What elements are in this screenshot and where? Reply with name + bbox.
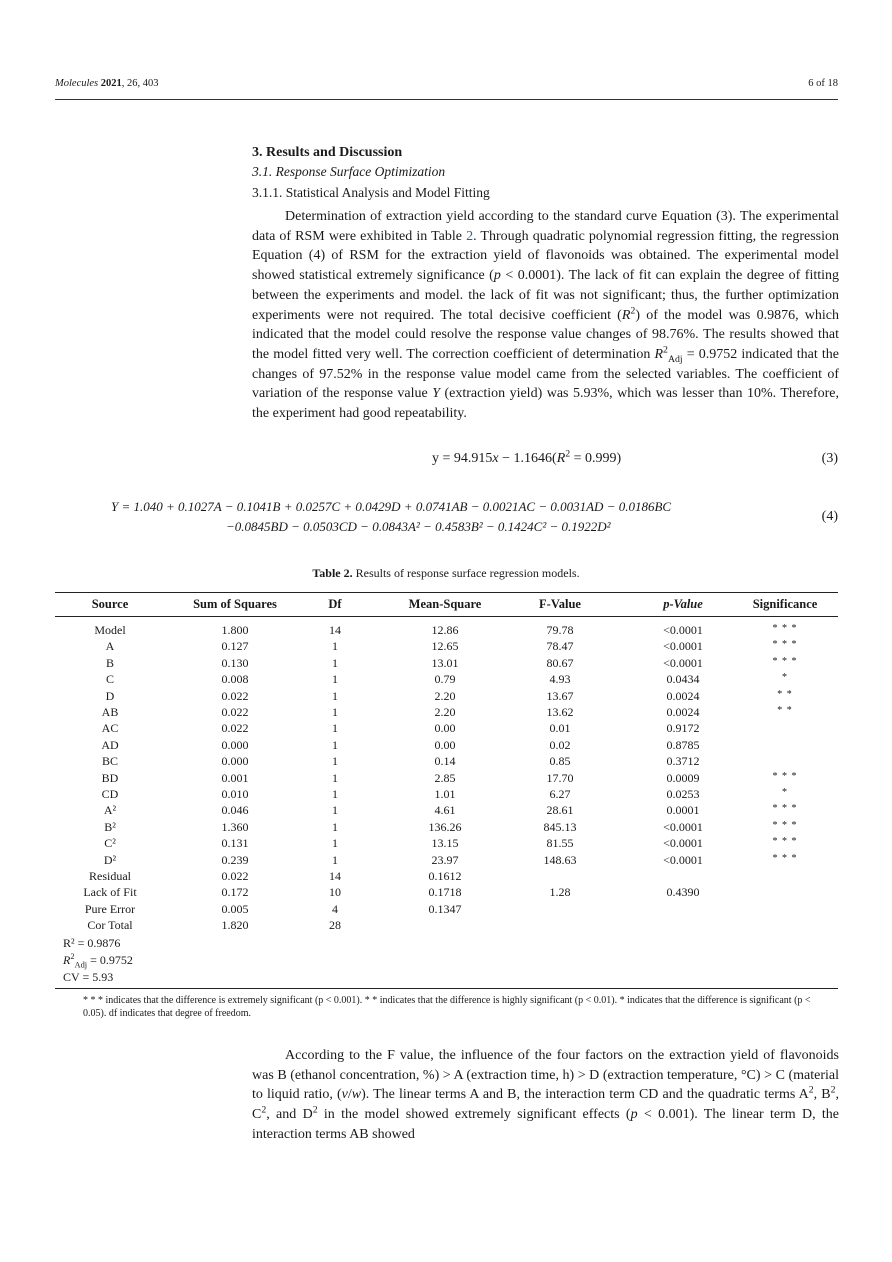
equation-4-line-2: −0.0845BD − 0.0503CD − 0.0843A² − 0.4583B² − 0.1424C² − 0.1922D² xyxy=(226,519,611,534)
table-cell: 0.85 xyxy=(549,754,571,769)
table-cell: AC xyxy=(101,721,119,736)
table-cell: 6.27 xyxy=(549,787,571,801)
body-paragraph-2 xyxy=(252,1046,839,1145)
table-cell: 0.010 xyxy=(221,787,249,801)
table-cell: 0.14 xyxy=(434,754,456,769)
table-cell: 0.022 xyxy=(221,869,249,883)
table-cell: * * * xyxy=(772,770,798,782)
table-cell: 2.20 xyxy=(434,688,456,703)
table-cell: 1.28 xyxy=(549,885,571,900)
journal-name: Molecules xyxy=(55,78,99,89)
table-row xyxy=(55,623,838,638)
table-row xyxy=(55,771,838,786)
table-cell: * * * xyxy=(772,655,798,667)
table-cell: 0.1718 xyxy=(428,885,462,900)
eq3-part-c: = 0.999) xyxy=(570,451,622,466)
table-cell: 0.0009 xyxy=(666,770,700,785)
equation-4-line-1: Y = 1.040 + 0.1027A − 0.1041B + 0.0257C + 0.0429D + 0.0741AB − 0.0021AC − 0.0031AD − 0.0186BC xyxy=(111,499,672,514)
table-cell: 1 xyxy=(332,852,338,867)
table-cell: Cor Total xyxy=(87,918,133,933)
table-row xyxy=(55,869,838,884)
table-cell: AD xyxy=(101,737,119,752)
eq3-x: x xyxy=(492,451,499,466)
para2-text-g: < 0.001). The linear term D, the interaction terms AB showed xyxy=(252,1107,839,1142)
para1-y-symbol: Y xyxy=(432,386,440,402)
r2adj-r: R xyxy=(63,953,71,967)
table-cell: 13.67 xyxy=(546,688,574,703)
para1-text-b: . Through quadratic polynomial regression fitting, the regression Equation (4) of RSM for the extraction yield of flavonoids was obtained. The experimental model showed statistical extremely significance ( xyxy=(252,228,839,284)
table-cell: 12.65 xyxy=(431,639,459,654)
table-cell: 14 xyxy=(329,623,341,637)
eq3-exponent: 2 xyxy=(565,448,571,460)
table-cell: 28 xyxy=(329,918,341,933)
table-cell: 80.67 xyxy=(546,655,574,670)
table-cell: 0.000 xyxy=(221,754,249,769)
table-cell: * * * xyxy=(772,639,798,651)
table-cell: * xyxy=(782,787,788,798)
table-cell: 1 xyxy=(332,688,338,703)
table-cell: 1 xyxy=(332,639,338,654)
table-row xyxy=(55,853,838,868)
table-row xyxy=(55,705,838,720)
para1-p-symbol: p xyxy=(493,268,501,284)
para1-text-a: Determination of extraction yield according to the standard curve Equation (3). The experimental data of RSM were exhibited in Table xyxy=(252,209,839,244)
table-cell: 0.005 xyxy=(221,901,249,916)
table-cell: 1.360 xyxy=(221,819,249,834)
equation-3 xyxy=(432,448,622,467)
journal-volume-pages: , 26, 403 xyxy=(121,78,159,89)
body-paragraph-1 xyxy=(252,207,839,424)
table-cell: 0.00 xyxy=(434,721,456,736)
table-cell: 1 xyxy=(332,803,338,818)
table-cell: 0.0024 xyxy=(666,705,700,719)
table-cell: * * * xyxy=(772,803,798,815)
table-row xyxy=(55,787,838,802)
table-cell: 14 xyxy=(329,869,341,883)
table-cell: 0.0001 xyxy=(666,803,700,818)
table-cell: 28.61 xyxy=(546,803,574,818)
table-cell: 1 xyxy=(332,721,338,736)
table-cell: BD xyxy=(101,770,119,785)
table-row xyxy=(55,885,838,900)
table-cell: * * * xyxy=(772,623,798,634)
table-cell: <0.0001 xyxy=(663,623,703,637)
table-row xyxy=(55,836,838,851)
table-cell: * * * xyxy=(772,836,798,848)
r2adj-value: = 0.9752 xyxy=(87,953,133,967)
table-cell: 0.022 xyxy=(221,705,249,719)
table-caption-text: Results of response surface regression models. xyxy=(352,566,580,580)
table-cell: 0.000 xyxy=(221,737,249,752)
table-cell: 1 xyxy=(332,819,338,834)
table-cell: 845.13 xyxy=(543,819,577,834)
table-row xyxy=(55,820,838,835)
table-cell: C xyxy=(105,672,114,687)
section-title: 3. Results and Discussion xyxy=(252,145,403,160)
table-row xyxy=(55,738,838,753)
table-cell: 0.131 xyxy=(221,836,249,851)
para2-sup-2: 2 xyxy=(830,1084,836,1096)
running-header-citation xyxy=(55,78,159,89)
para1-r-exponent: 2 xyxy=(630,304,636,316)
header-sum-of-squares: Sum of Squares xyxy=(193,597,277,611)
table-cell: 0.1347 xyxy=(428,901,462,916)
table-cell: 1 xyxy=(332,787,338,801)
table-caption-label: Table 2. xyxy=(312,566,353,580)
r2adj-exponent: 2 xyxy=(70,952,75,961)
table-cell: 81.55 xyxy=(546,836,574,851)
table-cell: * xyxy=(782,672,788,684)
table-cell: * * xyxy=(777,705,793,716)
header-p-value: p-Value xyxy=(663,597,703,611)
table-row xyxy=(55,672,838,687)
para2-text-d: , C xyxy=(252,1087,839,1123)
table-cell: 0.001 xyxy=(221,770,249,785)
table-cell: 12.86 xyxy=(431,623,459,637)
table-cell: 0.0434 xyxy=(666,672,700,687)
eq3-part-b: − 1.1646( xyxy=(498,451,557,466)
para1-text-c: < 0.0001). The lack of fit can explain the degree of fitting between the experiments and model. the lack of fit was not significant; thus, the further optimization experiments were not required. The total decisive coefficient ( xyxy=(252,268,840,323)
r2adj-subscript: Adj xyxy=(74,960,88,970)
table-cell: 0.046 xyxy=(221,803,249,818)
table-cell: 0.4390 xyxy=(666,885,700,900)
table-row xyxy=(55,902,838,917)
subsubsection-title: 3.1.1. Statistical Analysis and Model Fitting xyxy=(252,185,490,200)
table-cell: * * * xyxy=(772,819,798,831)
header-df: Df xyxy=(328,597,342,611)
para2-text-c: , B xyxy=(813,1087,831,1103)
table-cell: * * * xyxy=(772,852,798,864)
table-row xyxy=(55,754,838,769)
table-caption xyxy=(0,566,892,581)
para2-sup-1: 2 xyxy=(808,1084,814,1096)
table-row xyxy=(55,656,838,671)
table-cell: 0.008 xyxy=(221,672,249,687)
table-cell: Pure Error xyxy=(84,901,136,916)
r2-stat: R² = 0.9876 xyxy=(63,936,121,950)
table-cell: <0.0001 xyxy=(663,836,703,851)
para1-text-f: (extraction yield) was 5.93%, which was lesser than 10%. Therefore, the experiment had good repeatability. xyxy=(252,386,840,422)
para2-slash: / xyxy=(347,1087,352,1103)
table-cell: 17.70 xyxy=(546,770,574,785)
table-reference-link[interactable]: 2 xyxy=(466,228,474,244)
table-cell: CD xyxy=(101,787,119,801)
table-cell: 0.1612 xyxy=(428,869,462,883)
table-cell: 2.20 xyxy=(434,705,456,719)
table-cell: <0.0001 xyxy=(663,852,703,867)
table-cell: 0.79 xyxy=(434,672,456,687)
table-cell: 0.130 xyxy=(221,655,249,670)
table-row xyxy=(55,803,838,818)
r2adj-stat xyxy=(63,953,133,968)
para1-text-e: = 0.9752 indicated that the changes of 97.52% in the response value model came from the selected variables. The coefficient of variation of the response value xyxy=(252,346,840,402)
table-cell: 0.01 xyxy=(549,721,571,736)
table-cell: 1 xyxy=(332,754,338,769)
table-cell: 1 xyxy=(332,770,338,785)
table-cell: A² xyxy=(103,803,117,818)
table-cell: 0.172 xyxy=(221,885,249,900)
eq3-part-a: y = 94.915 xyxy=(432,451,493,466)
eq3-r: R xyxy=(556,451,566,466)
table-cell: * * xyxy=(777,688,793,700)
para2-text-b: ). The linear terms A and B, the interaction term CD and the quadratic terms A xyxy=(361,1087,809,1103)
table-cell: C² xyxy=(104,836,116,851)
equation-4-number: (4) xyxy=(821,509,838,524)
table-cell: 4.93 xyxy=(549,672,571,687)
para1-radj-exponent: 2 xyxy=(663,344,668,356)
para2-sup-4: 2 xyxy=(312,1104,318,1116)
para1-radj-symbol: R xyxy=(654,346,664,362)
table-row xyxy=(55,689,838,704)
cv-stat: CV = 5.93 xyxy=(63,970,114,984)
table-cell: AB xyxy=(101,705,119,719)
table-cell: 4.61 xyxy=(434,803,456,818)
table-cell: A xyxy=(105,639,115,654)
journal-year: 2021 xyxy=(100,78,122,89)
table-cell: Model xyxy=(94,623,126,637)
table-cell: 2.85 xyxy=(434,770,456,785)
page-number: 6 of 18 xyxy=(808,78,838,89)
table-cell: 78.47 xyxy=(546,639,574,654)
table-cell: 0.3712 xyxy=(666,754,700,769)
para2-text-e: , and D xyxy=(266,1107,313,1123)
table-cell: <0.0001 xyxy=(663,819,703,834)
header-source: Source xyxy=(91,597,129,611)
table-cell: 0.239 xyxy=(221,852,249,867)
table-cell: 4 xyxy=(332,901,338,916)
para2-v: v xyxy=(341,1087,348,1103)
table-row xyxy=(55,639,838,654)
table-cell: 0.00 xyxy=(434,737,456,752)
header-f-value: F-Value xyxy=(539,597,581,611)
table-cell: 1 xyxy=(332,672,338,687)
para2-p: p xyxy=(630,1107,638,1123)
table-header-rule xyxy=(55,616,838,617)
table-cell: 0.022 xyxy=(221,721,249,736)
table-cell: 0.127 xyxy=(221,639,249,654)
table-cell: 0.9172 xyxy=(666,721,700,736)
table-row xyxy=(55,918,838,933)
table-cell: D xyxy=(105,688,115,703)
table-cell: 0.0253 xyxy=(666,787,700,801)
para2-w: w xyxy=(351,1087,362,1103)
table-cell: 10 xyxy=(329,885,341,900)
table-cell: 0.8785 xyxy=(666,737,700,752)
table-cell: D² xyxy=(103,852,117,867)
table-cell: 1 xyxy=(332,737,338,752)
header-mean-square: Mean-Square xyxy=(408,597,482,611)
table-cell: 1 xyxy=(332,705,338,719)
table-cell: 1 xyxy=(332,655,338,670)
table-cell: 136.26 xyxy=(428,819,462,834)
table-cell: Lack of Fit xyxy=(83,885,137,900)
para2-text-a: According to the F value, the influence of the four factors on the extraction yield of flavonoids was B (ethanol concentration, %) > A (extraction time, h) > D (extraction temperature, °C) > C (material to liquid ratio, ( xyxy=(252,1048,839,1103)
para1-text-d: ) of the model was 0.9876, which indicated that the model could resolve the response value changes of 98.76%. The results showed that the model fitted very well. The correction coefficient of determination xyxy=(252,307,839,362)
table-cell: 0.0024 xyxy=(666,688,700,703)
table-cell: B xyxy=(105,655,114,670)
table-cell: 79.78 xyxy=(546,623,574,637)
table-row xyxy=(55,721,838,736)
table-footnote: * * * indicates that the difference is extremely significant (p < 0.001). * * indicates that the difference is highly significant (p < 0.01). * indicates that the difference is significant (p < 0.05). df indicates that degree of freedom. xyxy=(83,995,811,1019)
table-cell: BC xyxy=(101,754,118,769)
table-cell: 1.01 xyxy=(434,787,456,801)
para2-sup-3: 2 xyxy=(261,1104,267,1116)
table-cell: 13.62 xyxy=(546,705,574,719)
table-cell: 23.97 xyxy=(431,852,459,867)
table-bottom-rule xyxy=(55,988,838,989)
table-cell: 13.15 xyxy=(431,836,459,851)
table-top-rule xyxy=(55,592,838,593)
table-cell: 1.800 xyxy=(221,623,249,637)
table-cell: Residual xyxy=(89,869,131,883)
subsection-title: 3.1. Response Surface Optimization xyxy=(252,164,446,179)
header-significance: Significance xyxy=(752,597,818,611)
para1-r-symbol: R xyxy=(621,307,631,323)
table-cell: <0.0001 xyxy=(663,639,703,654)
table-cell: 0.022 xyxy=(221,688,249,703)
table-cell: B² xyxy=(104,819,116,834)
table-cell: 1 xyxy=(332,836,338,851)
table-cell: <0.0001 xyxy=(663,655,703,670)
para2-text-f: in the model showed extremely significant effects ( xyxy=(317,1107,631,1123)
header-divider xyxy=(55,99,838,100)
table-cell: 13.01 xyxy=(431,655,459,670)
table-cell: 0.02 xyxy=(549,737,571,752)
equation-3-number: (3) xyxy=(821,451,838,466)
table-cell: 148.63 xyxy=(543,852,577,867)
para1-radj-subscript: Adj xyxy=(667,353,683,365)
table-cell: 1.820 xyxy=(221,918,249,933)
